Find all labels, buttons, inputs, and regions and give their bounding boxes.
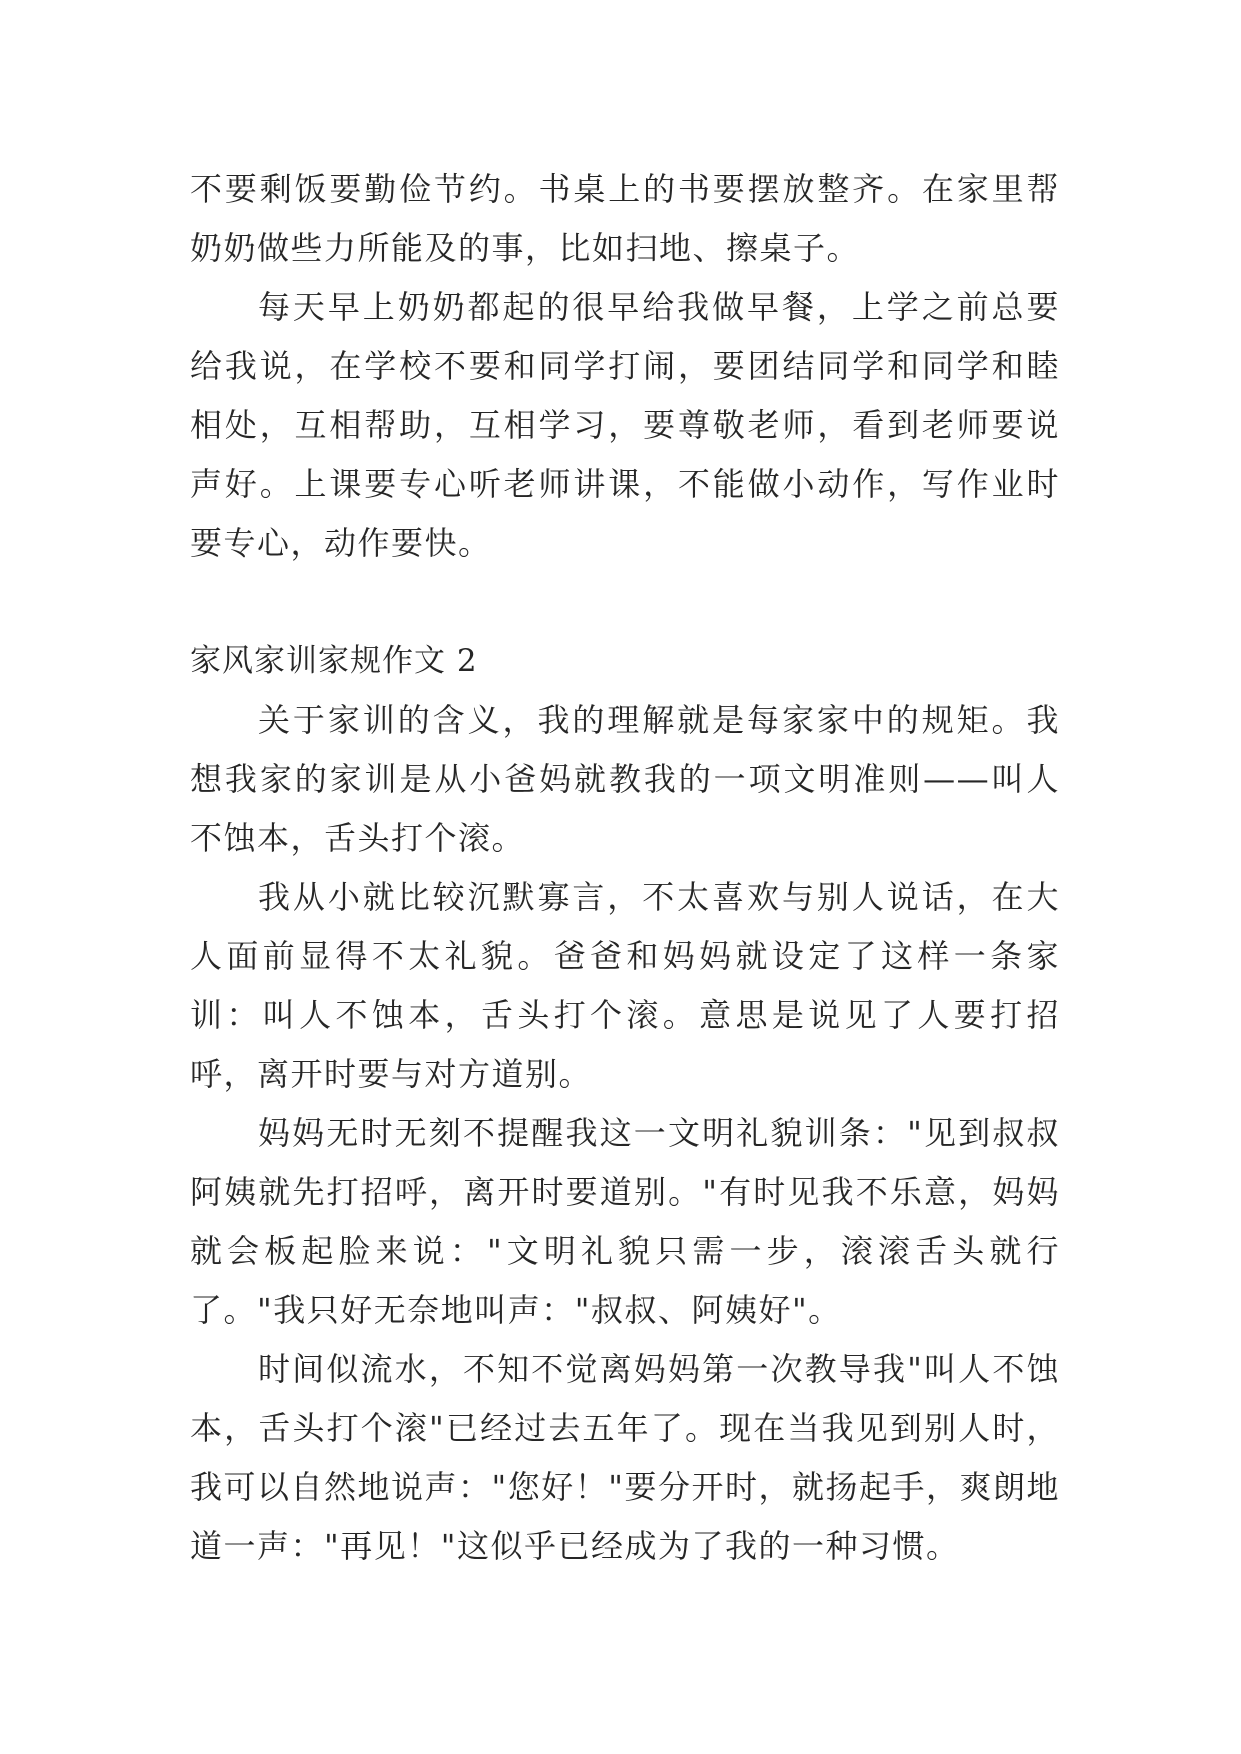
paragraph-continuation: 不要剩饭要勤俭节约。书桌上的书要摆放整齐。在家里帮奶奶做些力所能及的事，比如扫地、擦桌子。	[190, 170, 1060, 267]
paragraph-habit-formed: 时间似流水，不知不觉离妈妈第一次教导我"叫人不蚀本，舌头打个滚"已经过去五年了。现在当我见到别人时，我可以自然地说声："您好！"要分开时，就扬起手，爽朗地道一声："再见！"这似乎已经成为了我的一种习惯。	[190, 1350, 1060, 1565]
paragraph-mother-reminder: 妈妈无时无刻不提醒我这一文明礼貌训条："见到叔叔阿姨就先打招呼，离开时要道别。"有时见我不乐意，妈妈就会板起脸来说："文明礼貌只需一步，滚滚舌头就行了。"我只好无奈地叫声："叔叔、阿姨好"。	[190, 1114, 1060, 1329]
section-title: 家风家训家规作文 2	[190, 643, 478, 679]
section-spacer	[190, 573, 1060, 632]
paragraph-quiet-childhood: 我从小就比较沉默寡言，不太喜欢与别人说话，在大人面前显得不太礼貌。爸爸和妈妈就设定了这样一条家训：叫人不蚀本，舌头打个滚。意思是说见了人要打招呼，离开时要与对方道别。	[190, 878, 1060, 1093]
paragraph-family-motto-meaning: 关于家训的含义，我的理解就是每家家中的规矩。我想我家的家训是从小爸妈就教我的一项文明准则——叫人不蚀本，舌头打个滚。	[190, 701, 1060, 857]
paragraph-grandma-advice: 每天早上奶奶都起的很早给我做早餐，上学之前总要给我说，在学校不要和同学打闹，要团结同学和同学和睦相处，互相帮助，互相学习，要尊敬老师，看到老师要说声好。上课要专心听老师讲课，不能做小动作，写作业时要专心，动作要快。	[190, 288, 1060, 562]
document-body	[190, 160, 1060, 1576]
